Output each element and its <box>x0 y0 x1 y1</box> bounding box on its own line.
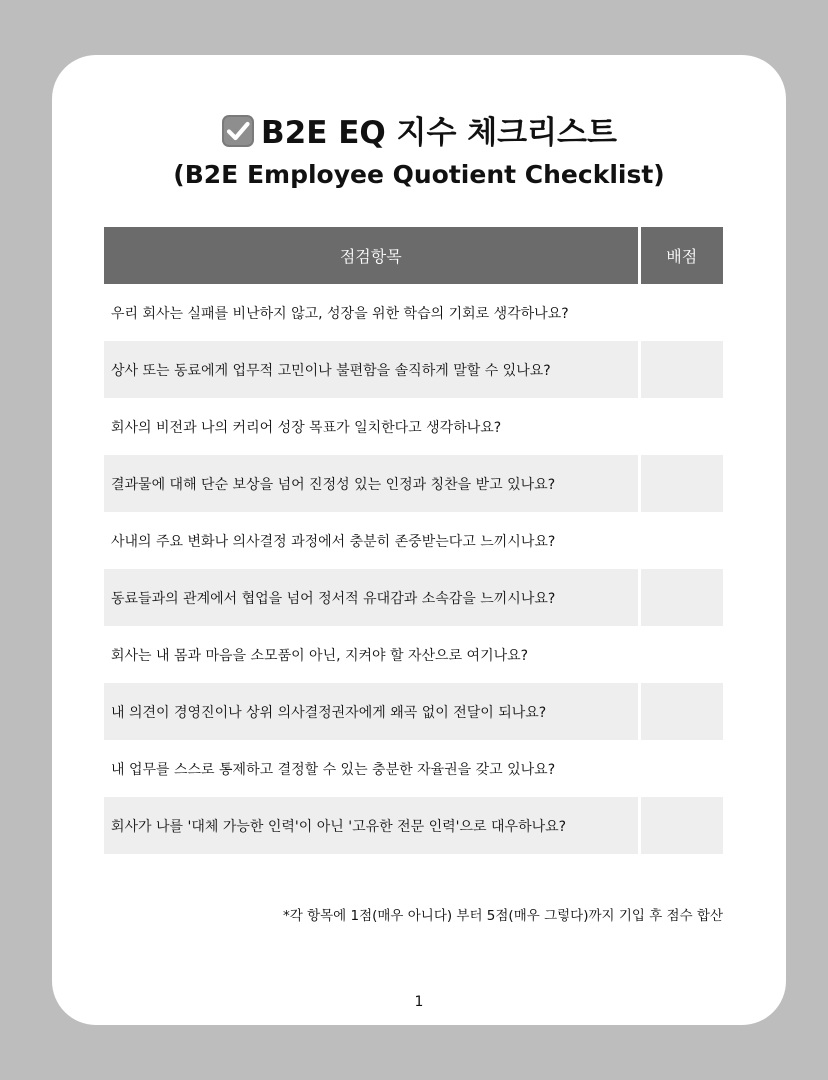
table-row <box>104 455 723 512</box>
score-cell[interactable] <box>639 683 723 740</box>
question-cell: 회사의 비전과 나의 커리어 성장 목표가 일치한다고 생각하나요? <box>111 419 502 436</box>
question-cell: 내 의견이 경영진이나 상위 의사결정권자에게 왜곡 없이 전달이 되나요? <box>104 683 639 740</box>
table-row <box>104 284 723 341</box>
score-cell[interactable] <box>639 797 723 854</box>
checklist-table <box>104 227 723 854</box>
page-subtitle: (B2E Employee Quotient Checklist) <box>173 160 665 189</box>
title-text: B2E EQ 지수 체크리스트 <box>261 115 617 151</box>
score-cell[interactable] <box>639 740 723 797</box>
question-cell: 결과물에 대해 단순 보상을 넘어 진정성 있는 인정과 칭찬을 받고 있나요? <box>104 455 639 512</box>
question-cell: 동료들과의 관계에서 협업을 넘어 정서적 유대감과 소속감을 느끼시나요? <box>104 569 639 626</box>
question-cell: 회사는 내 몸과 마음을 소모품이 아닌, 지켜야 할 자산으로 여기나요? <box>111 647 529 664</box>
question-cell: 회사가 나를 '대체 가능한 인력'이 아닌 '고유한 전문 인력'으로 대우하나요? <box>104 797 639 854</box>
table-row <box>104 341 723 398</box>
score-cell[interactable] <box>639 569 723 626</box>
question-cell: 우리 회사는 실패를 비난하지 않고, 성장을 위한 학습의 기회로 생각하나요? <box>111 305 569 322</box>
page-title <box>52 113 786 153</box>
table-row <box>104 569 723 626</box>
score-cell[interactable] <box>639 512 723 569</box>
table-row <box>104 398 723 455</box>
table-row <box>104 512 723 569</box>
question-cell: 사내의 주요 변화나 의사결정 과정에서 충분히 존중받는다고 느끼시나요? <box>111 533 556 550</box>
document-page <box>52 55 786 1025</box>
score-cell[interactable] <box>639 341 723 398</box>
question-cell: 내 업무를 스스로 통제하고 결정할 수 있는 충분한 자율권을 갖고 있나요? <box>111 761 556 778</box>
header-score: 배점 <box>639 227 723 284</box>
header-item: 점검항목 <box>104 227 639 284</box>
scoring-note: *각 항목에 1점(매우 아니다) 부터 5점(매우 그렇다)까지 기입 후 점수 합산 <box>282 908 723 924</box>
score-cell[interactable] <box>639 626 723 683</box>
score-cell[interactable] <box>639 455 723 512</box>
score-cell[interactable] <box>639 284 723 341</box>
checkbox-checked-icon <box>221 114 255 148</box>
page-number: 1 <box>414 994 424 1010</box>
score-cell[interactable] <box>639 398 723 455</box>
table-row <box>104 797 723 854</box>
table-row <box>104 626 723 683</box>
table-header-row <box>104 227 723 284</box>
question-cell: 상사 또는 동료에게 업무적 고민이나 불편함을 솔직하게 말할 수 있나요? <box>104 341 639 398</box>
table-row <box>104 740 723 797</box>
table-row <box>104 683 723 740</box>
table-body <box>104 284 723 854</box>
